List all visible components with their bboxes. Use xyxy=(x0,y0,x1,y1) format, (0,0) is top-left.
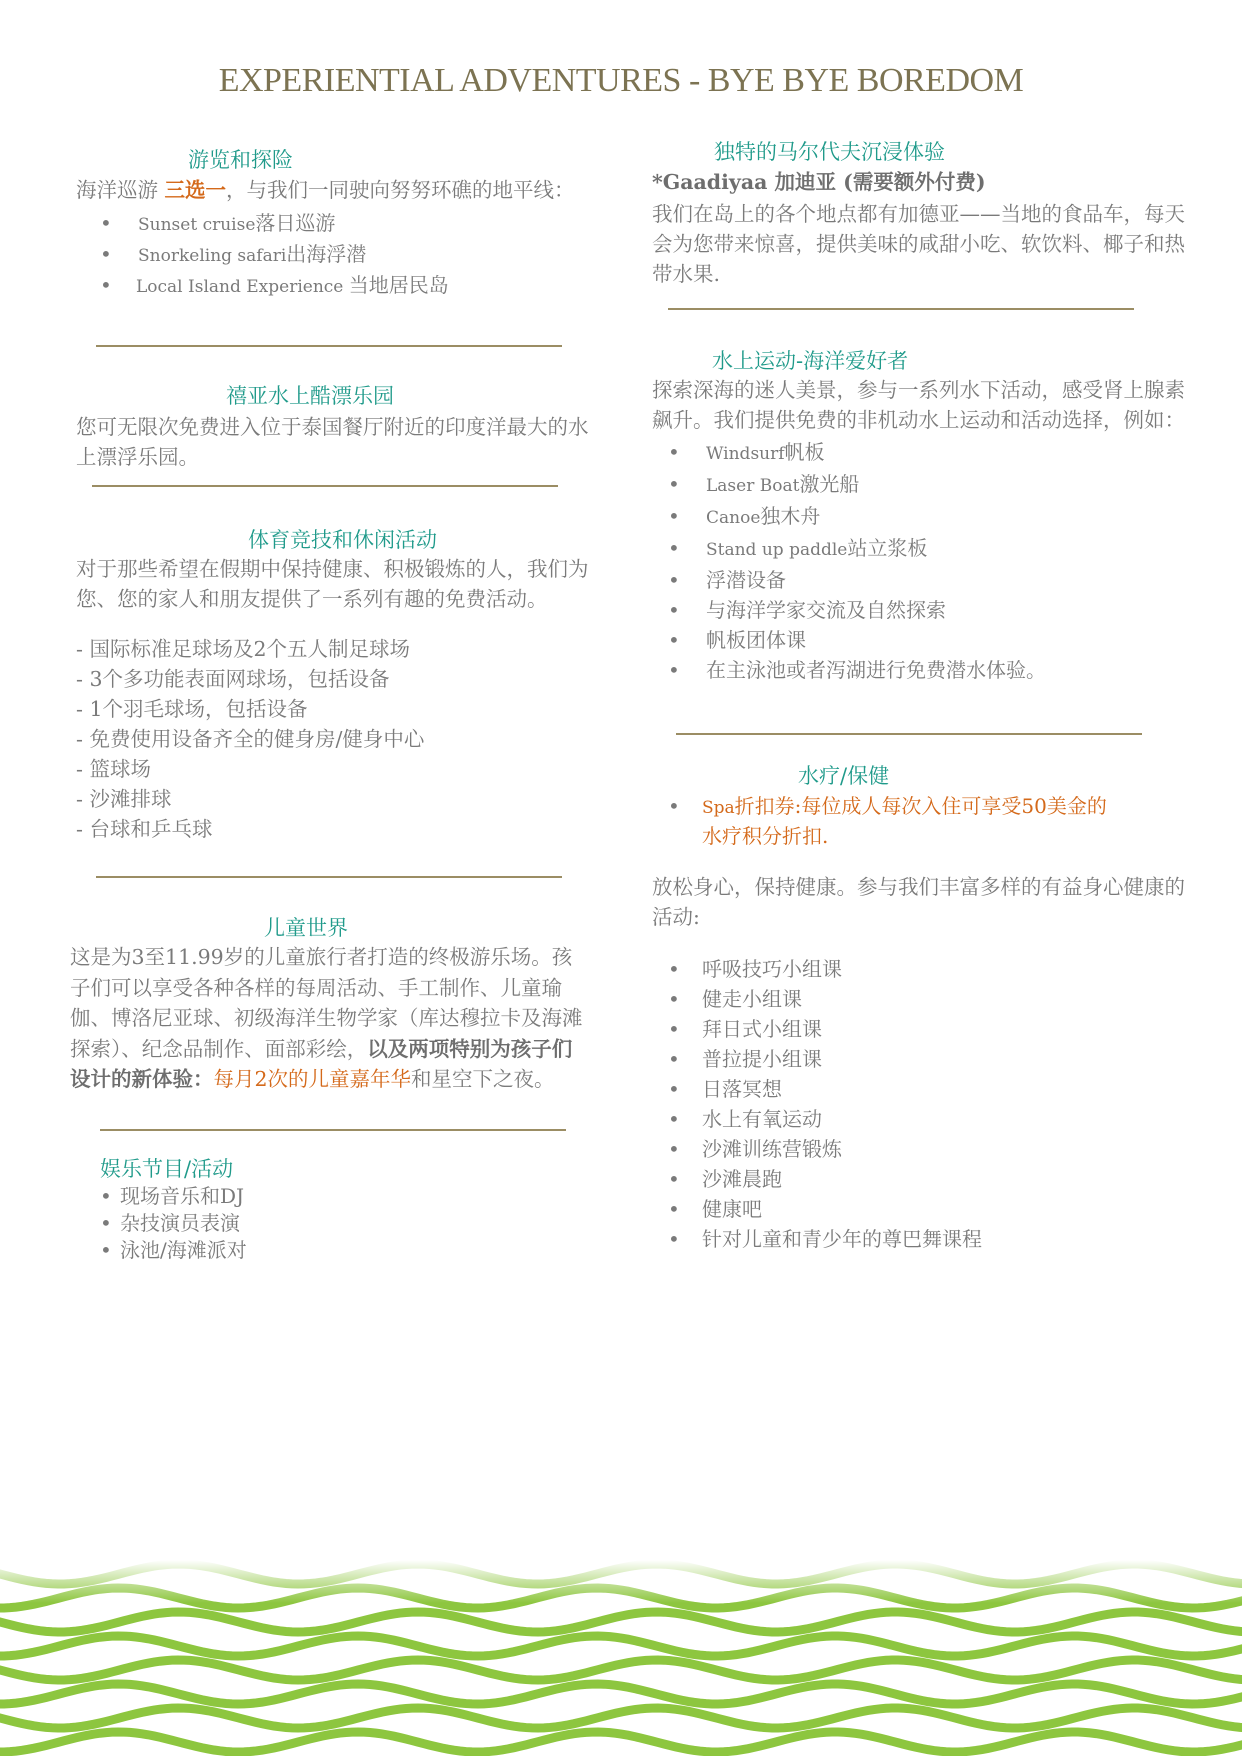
list-item: • 拜日式小组课 xyxy=(668,1017,822,1041)
wave-decoration xyxy=(0,1560,1242,1756)
kids-text xyxy=(70,942,590,1095)
divider xyxy=(668,308,1134,310)
list-item: • Local Island Experience 当地居民岛 xyxy=(100,273,449,297)
water-sports-heading: 水上运动-海洋爱好者 xyxy=(712,349,909,373)
spa-text: 放松身心，保持健康。参与我们丰富多样的有益身心健康的活动: xyxy=(652,875,1185,929)
list-item: • Windsurf帆板 xyxy=(668,440,825,464)
water-park-heading: 禧亚水上酷漂乐园 xyxy=(226,384,394,408)
entertainment-list xyxy=(100,1183,500,1264)
list-item: • 呼吸技巧小组课 xyxy=(668,957,842,981)
list-item: - 国际标准足球场及2个五人制足球场 xyxy=(76,637,410,661)
tour-intro-highlight: 三选一 xyxy=(164,178,227,202)
list-item: • 杂技演员表演 xyxy=(100,1211,240,1235)
list-item: • 健走小组课 xyxy=(668,987,802,1011)
spa-offer: • Spa折扣券:每位成人每次入住可享受50美金的水疗积分折扣. xyxy=(668,794,1107,848)
list-item: • 在主泳池或者泻湖进行免费潜水体验。 xyxy=(668,658,1046,682)
spa-offer-en: Spa xyxy=(702,798,735,818)
sports-section xyxy=(76,526,596,844)
list-item: - 1个羽毛球场，包括设备 xyxy=(76,697,308,721)
divider xyxy=(676,733,1142,735)
list-item: • 普拉提小组课 xyxy=(668,1047,822,1071)
divider xyxy=(96,876,562,878)
entertainment-heading: 娱乐节目/活动 xyxy=(100,1157,234,1181)
water-sports-list xyxy=(652,437,1192,685)
list-item: • 水上有氧运动 xyxy=(668,1107,822,1131)
water-park-text: 您可无限次免费进入位于泰国餐厅附近的印度洋最大的水上漂浮乐园。 xyxy=(76,415,589,469)
list-item: • 泳池/海滩派对 xyxy=(100,1238,247,1262)
kids-text-main: 这是为3至11.99岁的儿童旅行者打造的终极游乐场。孩子们可以享受各种各样的每周活动、手工制作、儿童瑜伽、博洛尼亚球、初级海洋生物学家（库达穆拉卡及海滩探索）、纪念品制作、面部彩绘， xyxy=(70,945,583,1061)
water-sports-section xyxy=(652,347,1192,685)
list-item: - 免费使用设备齐全的健身房/健身中心 xyxy=(76,727,425,751)
tour-list xyxy=(76,209,596,302)
tour-intro xyxy=(76,175,596,205)
water-park-section xyxy=(76,382,596,472)
sports-heading: 体育竞技和休闲活动 xyxy=(248,528,437,552)
divider xyxy=(96,345,562,347)
list-item: • 与海洋学家交流及自然探索 xyxy=(668,598,946,622)
kids-heading: 儿童世界 xyxy=(264,916,348,940)
maldives-section xyxy=(652,138,1192,289)
divider xyxy=(100,1129,566,1131)
list-item: • 日落冥想 xyxy=(668,1077,782,1101)
list-item: • 沙滩晨跑 xyxy=(668,1167,782,1191)
tour-intro-pre: 海洋巡游 xyxy=(76,178,165,202)
page-title: EXPERIENTIAL ADVENTURES - BYE BYE BOREDOM xyxy=(218,62,1024,99)
spa-heading: 水疗/保健 xyxy=(798,764,890,788)
maldives-heading: 独特的马尔代夫沉浸体验 xyxy=(714,140,945,164)
sports-text: 对于那些希望在假期中保持健康、积极锻炼的人，我们为您、您的家人和朋友提供了一系列有趣的免费活动。 xyxy=(76,557,589,611)
spa-list xyxy=(652,954,1192,1254)
sports-list xyxy=(76,634,596,844)
list-item: • 浮潜设备 xyxy=(668,568,786,592)
list-item: - 3个多功能表面网球场，包括设备 xyxy=(76,667,390,691)
entertainment-section xyxy=(100,1155,500,1264)
spa-section xyxy=(652,762,1192,1254)
tour-intro-post: ，与我们一同驶向努努环礁的地平线： xyxy=(226,178,575,202)
list-item: • 针对儿童和青少年的尊巴舞课程 xyxy=(668,1227,982,1251)
list-item: - 篮球场 xyxy=(76,757,151,781)
kids-text-highlight: 每月2次的儿童嘉年华 xyxy=(213,1067,412,1091)
divider xyxy=(92,485,558,487)
water-sports-text: 探索深海的迷人美景，参与一系列水下活动，感受肾上腺素飙升。我们提供免费的非机动水上运动和活动选择，例如： xyxy=(652,378,1185,432)
list-item: • 沙滩训练营锻炼 xyxy=(668,1137,842,1161)
kids-text-tail: 和星空下之夜。 xyxy=(411,1067,555,1091)
list-item: • 帆板团体课 xyxy=(668,628,806,652)
tour-section xyxy=(76,146,596,302)
list-item: • Stand up paddle站立浆板 xyxy=(668,536,928,560)
maldives-subheading: *Gaadiyaa 加迪亚 (需要额外付费) xyxy=(652,170,986,194)
list-item: • Sunset cruise落日巡游 xyxy=(100,211,336,235)
spa-offer-text: 折扣券:每位成人每次入住可享受50美金的水疗积分折扣. xyxy=(702,794,1107,848)
kids-text-bold: 以及两项特别为孩子们设计的新体验： xyxy=(70,1036,573,1091)
list-item: • 健康吧 xyxy=(668,1197,762,1221)
list-item: • Canoe独木舟 xyxy=(668,504,821,528)
list-item: • 现场音乐和DJ xyxy=(100,1184,245,1208)
maldives-text: 我们在岛上的各个地点都有加德亚——当地的食品车，每天会为您带来惊喜，提供美味的咸甜小吃、软饮料、椰子和热带水果. xyxy=(652,202,1185,286)
list-item: • Snorkeling safari出海浮潜 xyxy=(100,242,367,266)
tour-heading: 游览和探险 xyxy=(188,148,293,172)
list-item: - 台球和乒乓球 xyxy=(76,817,213,841)
kids-section xyxy=(70,914,590,1095)
list-item: • Laser Boat激光船 xyxy=(668,472,860,496)
list-item: - 沙滩排球 xyxy=(76,787,172,811)
